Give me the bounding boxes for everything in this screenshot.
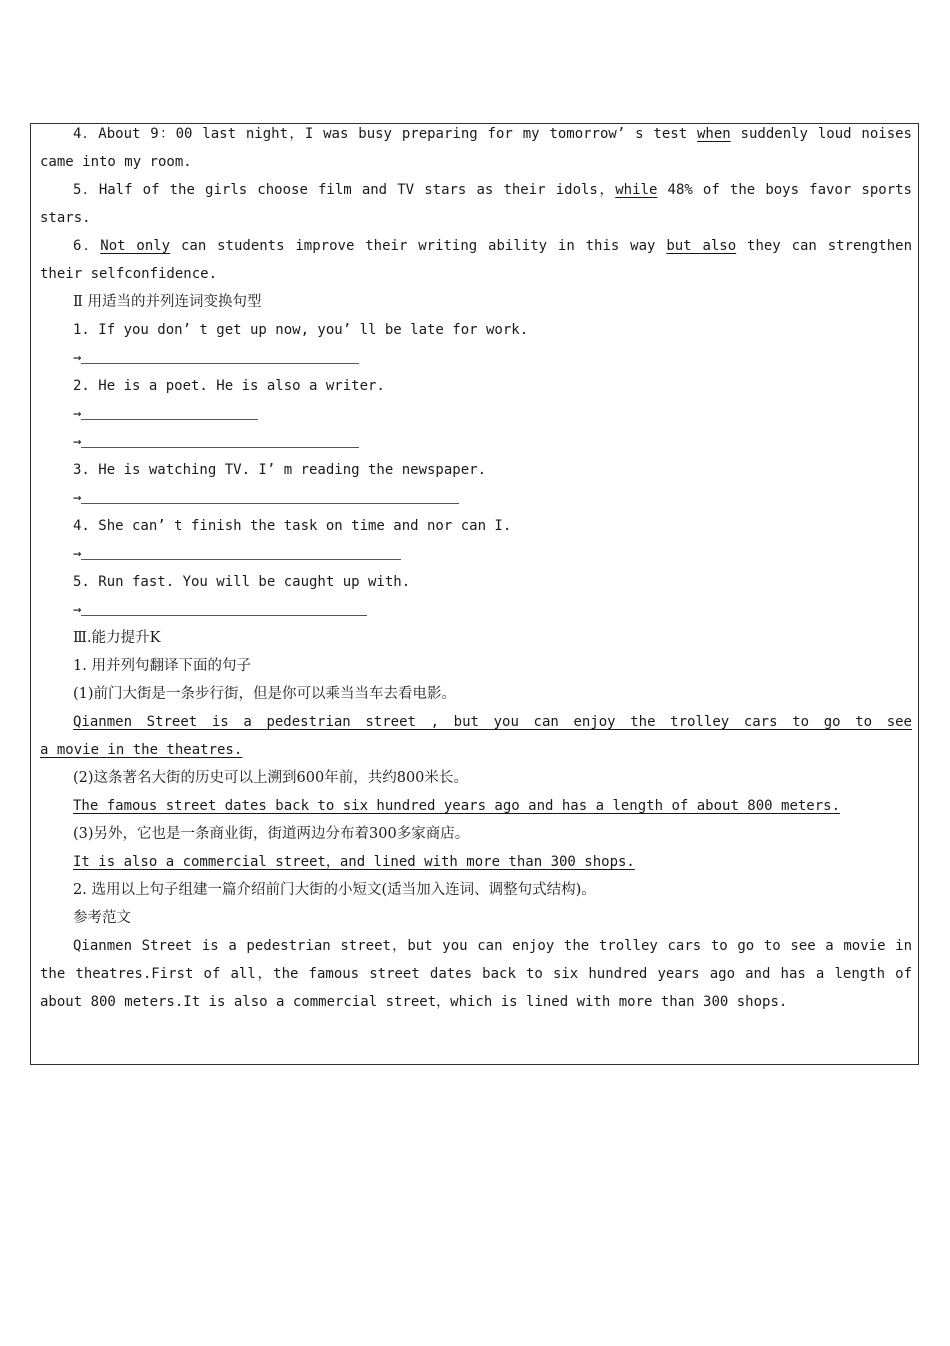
translation-3-answer: It is also a commercial street，and lined with more than 300 shops. xyxy=(73,854,635,870)
question-4: 4. She can’ t finish the task on time and nor can I. xyxy=(73,518,512,534)
answer-but-also: but also xyxy=(666,238,737,254)
text: can students improve their writing ability in this way xyxy=(170,238,667,254)
blank-line[interactable] xyxy=(81,485,459,504)
text: they can strengthen xyxy=(736,238,912,254)
text: 4．About 9：00 last night，I was busy preparing for my tomorrow’ s test xyxy=(73,126,697,142)
blank-line[interactable] xyxy=(81,401,258,420)
sentence-5-line-2: stars. xyxy=(40,210,91,226)
sentence-6-line-1 xyxy=(73,232,912,260)
translation-1-answer-line-1: Qianmen Street is a pedestrian street , but you can enjoy the trolley cars to go to see xyxy=(73,714,912,730)
blank-line[interactable] xyxy=(81,429,359,448)
sentence-4-line-2: came into my room. xyxy=(40,154,192,170)
text: 48% of the boys favor sports xyxy=(657,182,912,198)
question-3: 3. He is watching TV. I’ m reading the newspaper. xyxy=(73,462,487,478)
sentence-5-line-1 xyxy=(73,176,912,204)
text: 5．Half of the girls choose film and TV stars as their idols， xyxy=(73,182,616,198)
question-5: 5. Run fast. You will be caught up with. xyxy=(73,574,411,590)
text: 6． xyxy=(73,238,101,254)
exercise-box xyxy=(30,123,919,1065)
answer-line-4[interactable] xyxy=(73,540,912,568)
translation-3-chinese: (3)另外，它也是一条商业街，街道两边分布着300多家商店。 xyxy=(73,826,470,842)
arrow-icon: → xyxy=(73,350,82,366)
question-2: 2. He is a poet. He is also a writer. xyxy=(73,378,385,394)
text: suddenly loud noises xyxy=(730,126,912,142)
translation-1-answer-line-2: a movie in the theatres. xyxy=(40,742,243,758)
reference-line-3: about 800 meters.It is also a commercial street，which is lined with more than 300 shops. xyxy=(40,994,788,1010)
task-1-instruction: 1. 用并列句翻译下面的句子 xyxy=(73,658,251,674)
arrow-icon: → xyxy=(73,434,82,450)
translation-1-chinese: (1)前门大街是一条步行街，但是你可以乘当当车去看电影。 xyxy=(73,686,457,702)
section-3-heading: Ⅲ.能力提升K xyxy=(73,630,161,646)
answer-while: while xyxy=(615,182,658,198)
answer-line-5[interactable] xyxy=(73,596,912,624)
reference-line-1: Qianmen Street is a pedestrian street，but you can enjoy the trolley cars to go to see a movie in xyxy=(73,938,912,954)
answer-line-2a[interactable] xyxy=(73,400,912,428)
sentence-6-line-2: their selfconfidence. xyxy=(40,266,218,282)
answer-line-1[interactable] xyxy=(73,344,912,372)
blank-line[interactable] xyxy=(81,345,359,364)
answer-line-3[interactable] xyxy=(73,484,912,512)
blank-line[interactable] xyxy=(81,541,401,560)
answer-not-only: Not only xyxy=(100,238,171,254)
reference-heading: 参考范文 xyxy=(73,910,131,926)
arrow-icon: → xyxy=(73,602,82,618)
question-1: 1. If you don’ t get up now, you’ ll be late for work. xyxy=(73,322,529,338)
translation-2-answer: The famous street dates back to six hundred years ago and has a length of about 800 meters. xyxy=(73,798,841,814)
blank-line[interactable] xyxy=(81,597,367,616)
task-2-instruction: 2. 选用以上句子组建一篇介绍前门大街的小短文(适当加入连词、调整句式结构)。 xyxy=(73,882,596,898)
answer-line-2b[interactable] xyxy=(73,428,912,456)
answer-when: when xyxy=(696,126,731,142)
arrow-icon: → xyxy=(73,490,82,506)
arrow-icon: → xyxy=(73,406,82,422)
translation-2-chinese: (2)这条著名大街的历史可以上溯到600年前，共约800米长。 xyxy=(73,770,468,786)
reference-line-2: the theatres.First of all，the famous street dates back to six hundred years ago and has a length of xyxy=(40,966,912,982)
arrow-icon: → xyxy=(73,546,82,562)
section-2-heading: Ⅱ 用适当的并列连词变换句型 xyxy=(73,294,262,310)
sentence-4-line-1 xyxy=(73,120,912,148)
